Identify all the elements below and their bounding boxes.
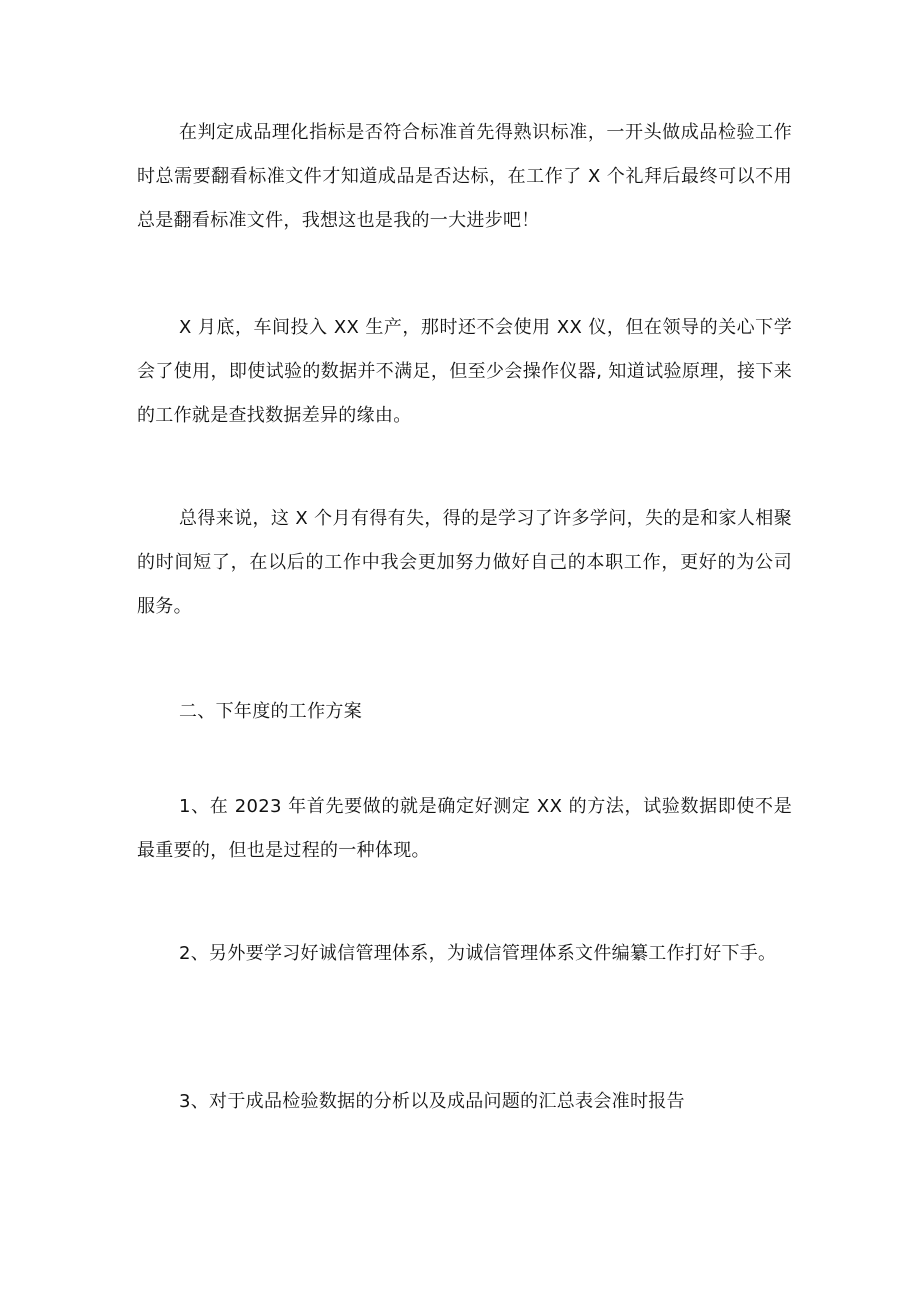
plan-item-3: 3、对于成品检验数据的分析以及成品问题的汇总表会准时报告 (179, 1091, 685, 1112)
plan-item-2: 2、另外要学习好诚信管理体系，为诚信管理体系文件编纂工作打好下手。 (179, 943, 777, 964)
paragraph-summary: 总得来说，这 X 个月有得有失，得的是学习了许多学问，失的是和家人相聚的时间短了，在以后的工作中我会更加努力做好自己的本职工作，更好的为公司服务。 (137, 508, 792, 617)
section-heading-work-plan: 二、下年度的工作方案 (179, 701, 362, 722)
plan-item-1: 1、在 2023 年首先要做的就是确定好测定 XX 的方法，试验数据即使不是最重要的，但也是过程的一种体现。 (137, 796, 792, 861)
paragraph-standards: 在判定成品理化指标是否符合标准首先得熟识标准，一开头做成品检验工作时总需要翻看标准文件才知道成品是否达标，在工作了 X 个礼拜后最终可以不用总是翻看标准文件，我想这也是我的一大进步吧！ (137, 122, 792, 231)
paragraph-instrument: X 月底，车间投入 XX 生产，那时还不会使用 XX 仪，但在领导的关心下学会了使用，即使试验的数据并不满足，但至少会操作仪器, 知道试验原理，接下来的工作就是查找数据差异的缘由。 (137, 317, 792, 426)
